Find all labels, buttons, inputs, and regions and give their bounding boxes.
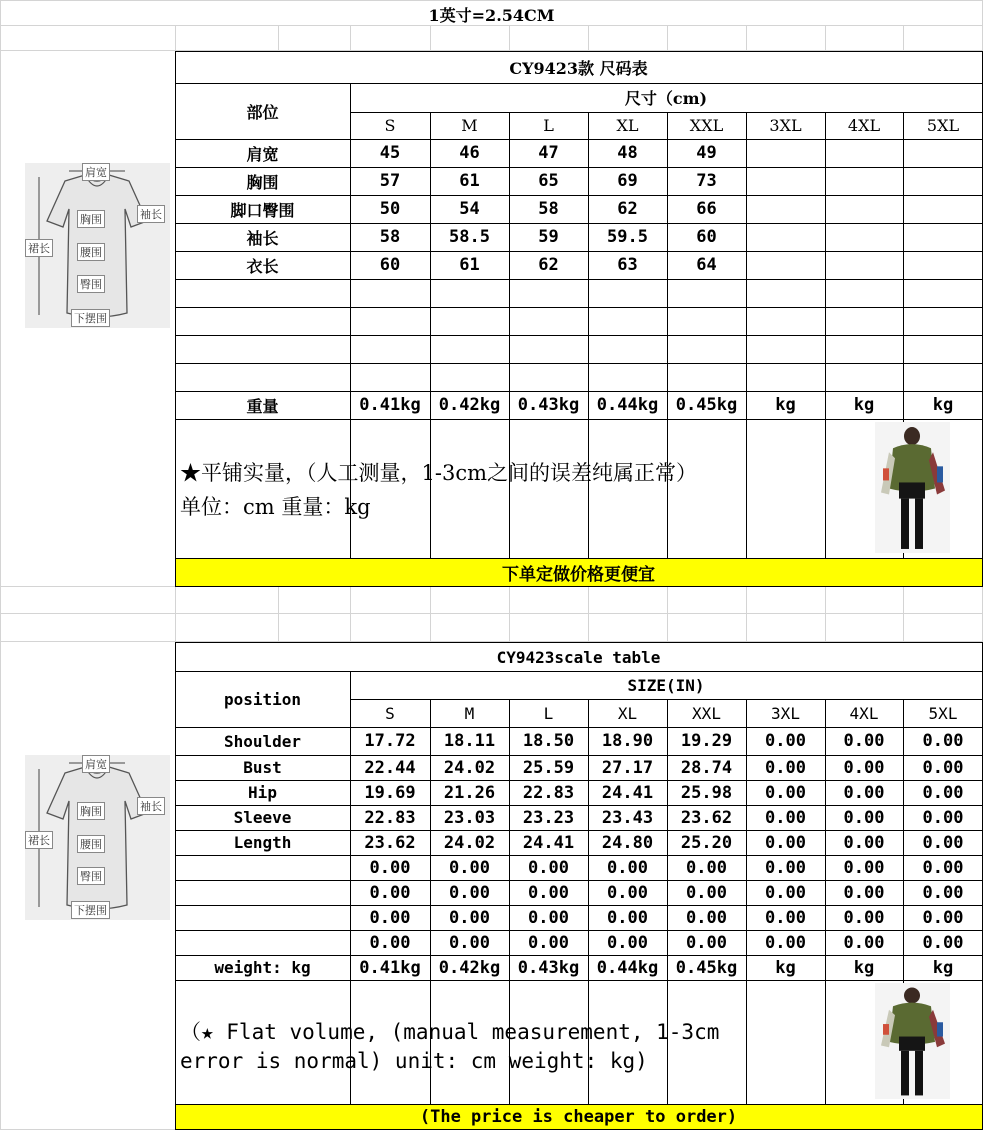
row-label[interactable]	[175, 930, 350, 955]
gridline	[509, 25, 510, 51]
size-value-cell[interactable]: 46	[459, 143, 480, 163]
size-value-cell[interactable]: 0.00	[449, 932, 490, 953]
size-value-cell[interactable]	[667, 335, 746, 363]
size-value-cell[interactable]: 0.00	[843, 782, 885, 803]
size-value-cell[interactable]	[509, 279, 588, 307]
row-label[interactable]: 袖长	[246, 228, 279, 248]
size-value-cell[interactable]: 23.62	[680, 807, 733, 828]
size-value-cell[interactable]: 0.00	[765, 857, 806, 878]
size-value-cell[interactable]	[903, 167, 983, 195]
price-banner-text[interactable]: 下单定做价格更便宜	[502, 565, 655, 585]
row-label[interactable]: 肩宽	[246, 144, 279, 164]
size-value-cell[interactable]: 22.83	[364, 807, 416, 828]
table-title[interactable]: CY9423款 尺码表	[509, 59, 648, 78]
size-value-cell[interactable]: 49	[696, 143, 717, 163]
size-label-l[interactable]: L	[543, 116, 554, 135]
size-value-cell[interactable]: 0.00	[922, 757, 964, 778]
size-value-cell[interactable]: 61	[459, 171, 480, 191]
size-value-cell[interactable]	[903, 307, 983, 335]
gridline	[0, 0, 983, 1]
size-value-cell[interactable]: 0.00	[843, 907, 885, 928]
size-value-cell[interactable]: 0.00	[607, 857, 648, 878]
row-label[interactable]: Shoulder	[223, 731, 302, 751]
table-border	[175, 586, 983, 587]
size-value-cell[interactable]	[509, 335, 588, 363]
size-value-cell[interactable]: 59.5	[607, 227, 648, 247]
size-value-cell[interactable]: 27.17	[601, 757, 654, 778]
size-label-xl[interactable]: XL	[616, 116, 639, 135]
row-label[interactable]: Sleeve	[233, 808, 292, 827]
size-value-cell[interactable]: 25.20	[680, 832, 733, 853]
size-value-cell[interactable]	[430, 279, 509, 307]
model-photo	[875, 983, 950, 1099]
size-value-cell[interactable]: 0.00	[686, 907, 727, 928]
size-value-cell[interactable]: 59	[538, 227, 559, 247]
size-value-cell[interactable]	[746, 195, 825, 223]
size-value-cell[interactable]: 18.11	[443, 731, 496, 751]
row-label[interactable]	[175, 307, 350, 335]
size-value-cell[interactable]	[825, 335, 903, 363]
size-value-cell[interactable]	[430, 335, 509, 363]
size-value-cell[interactable]: 22.83	[522, 782, 575, 803]
size-value-cell[interactable]	[825, 307, 903, 335]
size-value-cell[interactable]: 0.00	[843, 731, 885, 751]
size-value-cell[interactable]: 24.80	[601, 832, 654, 853]
weight-label[interactable]: weight: kg	[214, 958, 311, 977]
size-value-cell[interactable]: 0.00	[607, 907, 648, 928]
table-border	[175, 980, 983, 981]
size-value-cell[interactable]: 0.00	[843, 807, 885, 828]
gridline	[667, 25, 668, 51]
table-border	[825, 980, 826, 1105]
size-value-cell[interactable]	[825, 279, 903, 307]
weight-value-cell[interactable]: kg	[932, 957, 954, 978]
size-value-cell[interactable]: 0.00	[765, 832, 806, 853]
gridline	[430, 25, 431, 51]
size-value-cell[interactable]	[746, 335, 825, 363]
size-value-cell[interactable]: 0.00	[686, 882, 727, 903]
dress-measurement-diagram	[25, 755, 170, 920]
size-label-5xl[interactable]: 5XL	[926, 116, 960, 135]
size-value-cell[interactable]	[509, 363, 588, 391]
size-value-cell[interactable]: 0.00	[369, 857, 411, 878]
size-value-cell[interactable]: 0.00	[528, 882, 569, 903]
size-value-cell[interactable]: 0.00	[765, 932, 806, 953]
size-label-3xl[interactable]: 3XL	[769, 116, 802, 135]
size-value-cell[interactable]: 0.00	[922, 932, 964, 953]
measurement-note[interactable]: ★平铺实量，（人工测量，1-3cm之间的误差纯属正常）	[180, 460, 697, 485]
size-value-cell[interactable]: 19.69	[364, 782, 416, 803]
size-value-cell[interactable]	[667, 307, 746, 335]
size-value-cell[interactable]	[746, 279, 825, 307]
size-value-cell[interactable]: 0.00	[765, 731, 806, 751]
row-label[interactable]	[175, 880, 350, 905]
unit-note[interactable]: 1英寸=2.54CM	[428, 5, 555, 25]
row-label[interactable]: 衣长	[246, 256, 279, 276]
weight-value-cell[interactable]: kg	[932, 395, 954, 415]
size-value-cell[interactable]: 0.00	[369, 907, 411, 928]
row-label[interactable]: Bust	[243, 758, 282, 777]
size-value-cell[interactable]: 23.62	[364, 832, 416, 853]
size-label-m[interactable]: M	[464, 703, 475, 723]
size-value-cell[interactable]: 64	[696, 255, 717, 275]
size-value-cell[interactable]: 18.90	[601, 731, 654, 751]
weight-value-cell[interactable]: kg	[853, 395, 875, 415]
size-label-s[interactable]: S	[385, 703, 395, 723]
size-value-cell[interactable]: 45	[379, 143, 401, 163]
gridline	[509, 586, 510, 642]
size-value-cell[interactable]	[903, 335, 983, 363]
diagram-label: 臀围	[77, 867, 105, 885]
size-value-cell[interactable]: 0.00	[765, 782, 806, 803]
model-photo	[875, 422, 950, 553]
size-value-cell[interactable]	[746, 307, 825, 335]
size-value-cell[interactable]: 58.5	[449, 227, 490, 247]
size-value-cell[interactable]	[350, 307, 430, 335]
size-value-cell[interactable]	[588, 335, 667, 363]
weight-value-cell[interactable]: 0.45kg	[675, 957, 738, 978]
price-banner-text[interactable]: (The price is cheaper to order)	[419, 1107, 738, 1127]
size-value-cell[interactable]: 21.26	[443, 782, 496, 803]
size-label-l[interactable]: L	[543, 703, 554, 723]
gridline	[825, 25, 826, 51]
size-value-cell[interactable]	[746, 139, 825, 167]
part-header[interactable]: position	[223, 689, 302, 709]
size-value-cell[interactable]: 23.43	[601, 807, 654, 828]
size-value-cell[interactable]: 0.00	[922, 731, 964, 751]
size-value-cell[interactable]	[903, 139, 983, 167]
size-label-m[interactable]: M	[461, 116, 478, 135]
size-value-cell[interactable]: 54	[459, 199, 480, 219]
size-value-cell[interactable]: 65	[538, 171, 559, 191]
size-value-cell[interactable]: 28.74	[680, 757, 733, 778]
size-value-cell[interactable]	[746, 167, 825, 195]
size-value-cell[interactable]	[509, 307, 588, 335]
size-value-cell[interactable]: 69	[617, 171, 638, 191]
gridline	[746, 586, 747, 642]
size-value-cell[interactable]	[430, 307, 509, 335]
gridline	[0, 0, 1, 1130]
diagram-label: 裙长	[25, 831, 53, 849]
size-value-cell[interactable]	[350, 335, 430, 363]
weight-label[interactable]: 重量	[246, 396, 279, 416]
size-value-cell[interactable]: 58	[379, 227, 401, 247]
size-value-cell[interactable]: 25.59	[522, 757, 575, 778]
weight-value-cell[interactable]: kg	[853, 957, 875, 978]
size-label-xl[interactable]: XL	[617, 703, 638, 723]
size-value-cell[interactable]: 0.00	[765, 757, 806, 778]
row-label[interactable]	[175, 335, 350, 363]
size-label-s[interactable]: S	[384, 116, 396, 135]
row-label[interactable]	[175, 363, 350, 391]
size-value-cell[interactable]	[350, 363, 430, 391]
size-value-cell[interactable]: 60	[696, 227, 717, 247]
size-value-cell[interactable]	[667, 279, 746, 307]
size-header[interactable]: 尺寸（cm)	[624, 89, 708, 108]
size-value-cell[interactable]: 60	[379, 255, 401, 275]
size-value-cell[interactable]	[430, 363, 509, 391]
row-label[interactable]: 脚口臀围	[230, 200, 295, 220]
size-value-cell[interactable]: 0.00	[528, 857, 569, 878]
unit-note-line[interactable]: error is normal) unit: cm weight: kg)	[180, 1049, 648, 1073]
diagram-label: 臀围	[77, 275, 105, 293]
row-label[interactable]	[175, 905, 350, 930]
diagram-label: 袖长	[137, 797, 165, 815]
diagram-label: 裙长	[25, 239, 53, 257]
size-value-cell[interactable]: 73	[696, 171, 717, 191]
size-value-cell[interactable]	[903, 251, 983, 279]
size-value-cell[interactable]	[746, 223, 825, 251]
row-label[interactable]	[175, 279, 350, 307]
size-value-cell[interactable]: 0.00	[369, 882, 411, 903]
size-value-cell[interactable]	[903, 195, 983, 223]
size-value-cell[interactable]: 22.44	[364, 757, 416, 778]
size-label-4xl[interactable]: 4XL	[849, 703, 879, 723]
unit-note-line[interactable]: 单位：cm 重量：kg	[180, 494, 371, 519]
gridline	[430, 586, 431, 642]
size-value-cell[interactable]: 58	[538, 199, 559, 219]
size-value-cell[interactable]: 24.41	[601, 782, 654, 803]
size-value-cell[interactable]: 0.00	[765, 882, 806, 903]
diagram-label: 下摆围	[71, 309, 110, 327]
size-value-cell[interactable]	[588, 307, 667, 335]
weight-value-cell[interactable]: kg	[775, 395, 796, 415]
weight-value-cell[interactable]: kg	[775, 957, 796, 978]
table-border	[825, 419, 826, 559]
size-value-cell[interactable]: 24.02	[443, 757, 496, 778]
weight-value-cell[interactable]: 0.42kg	[438, 957, 501, 978]
gridline	[903, 25, 904, 51]
size-label-5xl[interactable]: 5XL	[928, 703, 958, 723]
table-border	[175, 419, 983, 420]
diagram-label: 胸围	[77, 802, 105, 820]
measurement-note[interactable]: （★ Flat volume, (manual measurement, 1-3cm	[180, 1020, 720, 1044]
size-value-cell[interactable]	[825, 251, 903, 279]
gridline	[350, 586, 351, 642]
table-title[interactable]: CY9423scale table	[496, 647, 661, 667]
size-value-cell[interactable]: 0.00	[843, 832, 885, 853]
gridline	[175, 25, 176, 51]
size-value-cell[interactable]: 0.00	[686, 932, 727, 953]
diagram-label: 下摆围	[71, 901, 110, 919]
size-value-cell[interactable]: 61	[459, 255, 480, 275]
row-label[interactable]: Length	[233, 833, 292, 852]
size-value-cell[interactable]: 62	[538, 255, 559, 275]
size-value-cell[interactable]	[825, 195, 903, 223]
size-value-cell[interactable]	[746, 363, 825, 391]
size-value-cell[interactable]: 0.00	[765, 807, 806, 828]
size-value-cell[interactable]	[350, 279, 430, 307]
size-value-cell[interactable]	[825, 139, 903, 167]
weight-value-cell[interactable]: 0.44kg	[596, 957, 659, 978]
size-value-cell[interactable]: 0.00	[369, 932, 411, 953]
diagram-label: 腰围	[77, 835, 105, 853]
diagram-label: 袖长	[137, 205, 165, 223]
weight-value-cell[interactable]: 0.41kg	[359, 957, 421, 978]
size-value-cell[interactable]: 62	[617, 199, 638, 219]
gridline	[588, 586, 589, 642]
row-label[interactable]	[175, 855, 350, 880]
gridline	[746, 25, 747, 51]
gridline	[175, 586, 176, 642]
size-value-cell[interactable]: 47	[538, 143, 559, 163]
size-value-cell[interactable]: 0.00	[607, 882, 648, 903]
gridline	[350, 25, 351, 51]
size-value-cell[interactable]	[588, 279, 667, 307]
weight-value-cell[interactable]: 0.41kg	[359, 395, 421, 415]
diagram-label: 肩宽	[82, 755, 110, 773]
size-value-cell[interactable]: 17.72	[364, 731, 416, 751]
gridline	[903, 586, 904, 642]
weight-value-cell[interactable]: 0.42kg	[438, 395, 501, 415]
size-value-cell[interactable]	[825, 167, 903, 195]
size-value-cell[interactable]: 0.00	[528, 907, 569, 928]
size-value-cell[interactable]: 25.98	[680, 782, 733, 803]
size-value-cell[interactable]	[903, 223, 983, 251]
size-value-cell[interactable]	[903, 363, 983, 391]
size-value-cell[interactable]: 0.00	[922, 782, 964, 803]
size-value-cell[interactable]: 0.00	[449, 857, 490, 878]
gridline	[667, 586, 668, 642]
size-value-cell[interactable]: 0.00	[922, 807, 964, 828]
size-value-cell[interactable]	[825, 223, 903, 251]
size-value-cell[interactable]	[588, 363, 667, 391]
size-value-cell[interactable]	[746, 251, 825, 279]
gridline	[825, 586, 826, 642]
size-value-cell[interactable]: 0.00	[528, 932, 569, 953]
size-value-cell[interactable]: 23.03	[443, 807, 496, 828]
diagram-label: 肩宽	[82, 163, 110, 181]
size-value-cell[interactable]: 0.00	[686, 857, 727, 878]
row-label[interactable]: Hip	[248, 783, 277, 802]
gridline	[0, 613, 983, 614]
diagram-label: 腰围	[77, 243, 105, 261]
size-value-cell[interactable]: 50	[379, 199, 401, 219]
size-value-cell[interactable]: 24.02	[443, 832, 496, 853]
size-value-cell[interactable]: 0.00	[765, 907, 806, 928]
size-value-cell[interactable]: 18.50	[522, 731, 575, 751]
size-value-cell[interactable]: 0.00	[843, 857, 885, 878]
size-value-cell[interactable]	[667, 363, 746, 391]
dress-measurement-diagram	[25, 163, 170, 328]
size-value-cell[interactable]: 0.00	[922, 857, 964, 878]
size-value-cell[interactable]	[903, 279, 983, 307]
part-header[interactable]: 部位	[246, 102, 279, 122]
size-value-cell[interactable]: 0.00	[843, 882, 885, 903]
row-label[interactable]: 胸围	[246, 172, 279, 192]
size-value-cell[interactable]: 0.00	[922, 882, 964, 903]
weight-value-cell[interactable]: 0.43kg	[517, 395, 580, 415]
size-value-cell[interactable]: 48	[617, 143, 638, 163]
size-value-cell[interactable]: 24.41	[522, 832, 575, 853]
gridline	[278, 586, 279, 642]
size-value-cell[interactable]: 63	[617, 255, 638, 275]
gridline	[588, 25, 589, 51]
weight-value-cell[interactable]: 0.44kg	[596, 395, 659, 415]
diagram-label: 胸围	[77, 210, 105, 228]
gridline	[278, 25, 279, 51]
size-value-cell[interactable]: 19.29	[680, 731, 733, 751]
size-value-cell[interactable]: 0.00	[843, 932, 885, 953]
size-value-cell[interactable]: 23.23	[522, 807, 575, 828]
size-value-cell[interactable]	[825, 363, 903, 391]
size-value-cell[interactable]: 0.00	[449, 907, 490, 928]
size-label-xxl[interactable]: XXL	[689, 116, 724, 135]
weight-value-cell[interactable]: 0.43kg	[517, 957, 580, 978]
size-value-cell[interactable]: 66	[696, 199, 717, 219]
size-value-cell[interactable]: 0.00	[607, 932, 648, 953]
size-value-cell[interactable]: 0.00	[922, 907, 964, 928]
size-value-cell[interactable]: 0.00	[449, 882, 490, 903]
size-label-xxl[interactable]: XXL	[692, 703, 721, 723]
weight-value-cell[interactable]: 0.45kg	[675, 395, 738, 415]
size-label-4xl[interactable]: 4XL	[847, 116, 881, 135]
size-header[interactable]: SIZE(IN)	[627, 675, 705, 695]
size-value-cell[interactable]: 0.00	[922, 832, 964, 853]
size-value-cell[interactable]: 57	[379, 171, 401, 191]
size-value-cell[interactable]: 0.00	[843, 757, 885, 778]
size-label-3xl[interactable]: 3XL	[771, 703, 800, 723]
